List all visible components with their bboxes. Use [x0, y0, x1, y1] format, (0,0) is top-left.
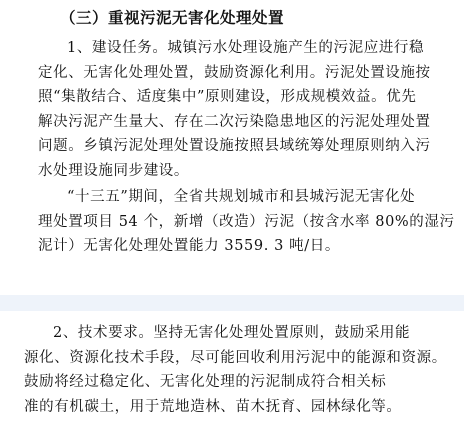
section-divider-band — [0, 295, 464, 311]
section-heading: （三）重视污泥无害化处理处置 — [60, 8, 285, 27]
paragraph-line: 泥计）无害化处理处置能力 3559. 3 吨/日。 — [38, 238, 340, 254]
paragraph-technical-requirements — [24, 321, 448, 419]
paragraph-line: 2、技术要求。坚持无害化处理处置原则，鼓励采用能 — [53, 325, 411, 341]
paragraph-line: 解决污泥产生量大、存在二次污染隐患地区的污泥处理处置 — [38, 113, 431, 130]
paragraph-line: 1、建设任务。城镇污水处理设施产生的污泥应进行稳 — [67, 40, 425, 56]
paragraph-line: 鼓励将经过稳定化、无害化处理的污泥制成符合相关标 — [24, 374, 387, 390]
paragraph-line: 水处理设施同步建设。 — [38, 162, 189, 179]
document-section-bottom — [0, 311, 464, 433]
paragraph-line: 理处置项目 54 个，新增（改造）污泥（按含水率 80%的湿污 — [38, 213, 455, 230]
paragraph-line: 问题。乡镇污泥处理处置设施按照县域统筹处理原则纳入污 — [38, 138, 431, 154]
paragraph-line: “十三五”期间，全省共规划城市和县城污泥无害化处 — [67, 189, 416, 205]
paragraph-line: 源化、资源化技术手段，尽可能回收利用污泥中的能源和资源。 — [24, 349, 447, 366]
paragraph-construction-task — [38, 36, 444, 183]
paragraph-line: 准的有机碳土，用于荒地造林、苗木抚育、园林绿化等。 — [24, 398, 402, 415]
paragraph-line: 定化、无害化处理处置，鼓励资源化利用。污泥处置设施按 — [38, 64, 431, 81]
paragraph-line: 照“集散结合、适度集中”原则建设，形成规模效益。优先 — [38, 89, 417, 105]
paragraph-plan-summary — [38, 185, 455, 259]
